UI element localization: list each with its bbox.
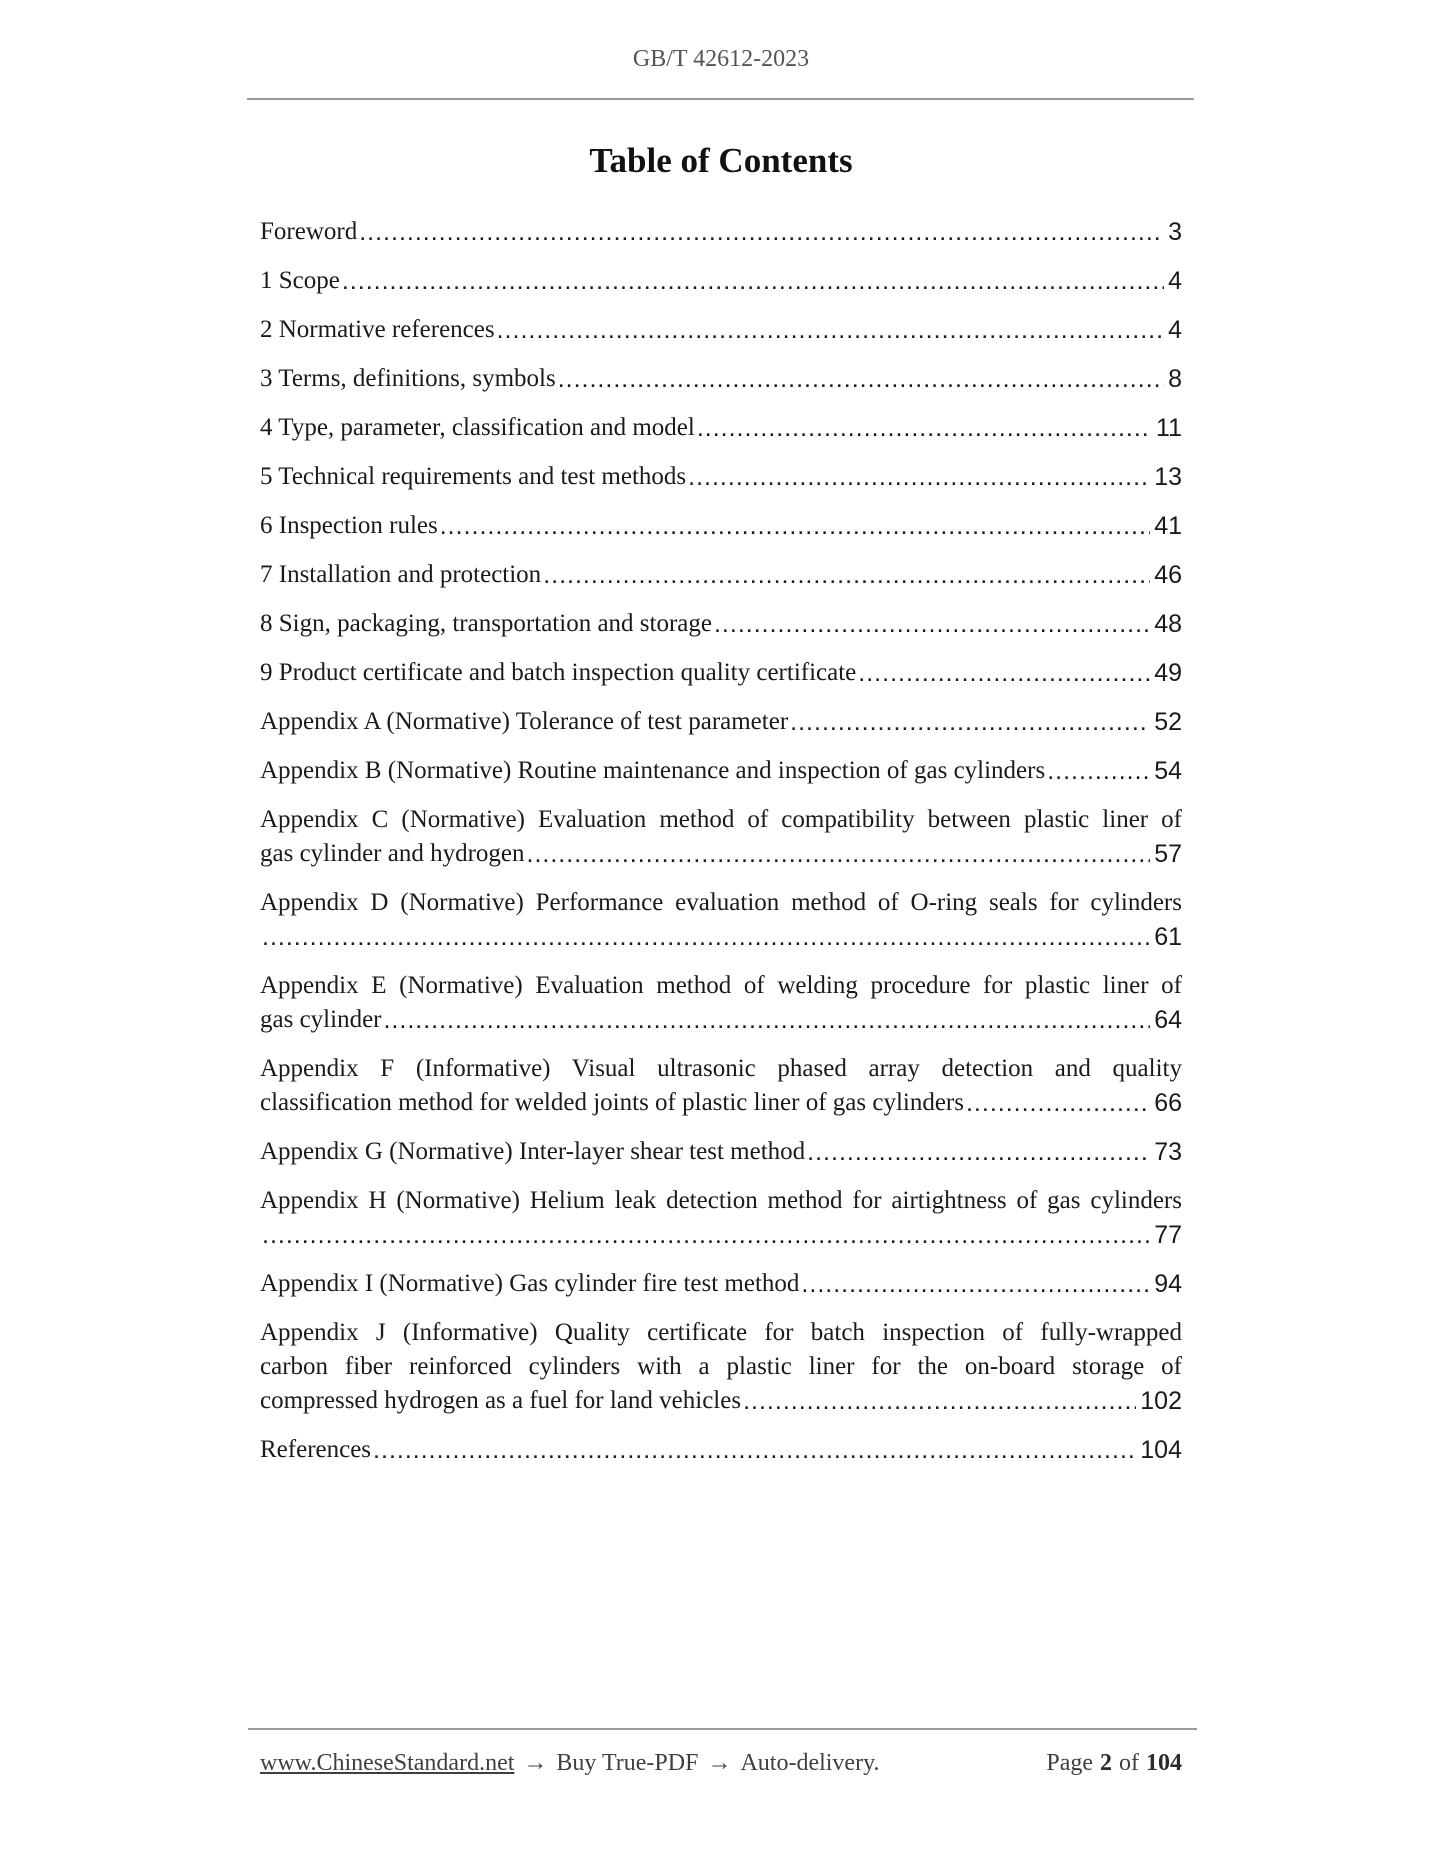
toc-entry — [260, 705, 1182, 740]
toc-entry — [260, 215, 1182, 250]
footer-left — [260, 1747, 880, 1780]
dot-leader — [527, 837, 1151, 872]
dot-leader — [359, 215, 1164, 250]
footer-rule — [248, 1728, 1197, 1730]
toc-page-number: 94 — [1154, 1270, 1182, 1298]
toc-entry-label: Foreword — [260, 218, 358, 245]
dot-leader — [807, 1135, 1150, 1170]
footer-delivery-label: Auto-delivery. — [740, 1750, 880, 1776]
toc-page-number: 4 — [1168, 267, 1182, 295]
toc-entry — [260, 1267, 1182, 1302]
toc-entry-line: Appendix F (Informative) Visual ultrasonic phased array detection and quality — [260, 1055, 1182, 1082]
table-of-contents — [260, 215, 1182, 1468]
dot-leader — [383, 1003, 1150, 1038]
toc-entry-label: gas cylinder and hydrogen — [260, 840, 525, 867]
toc-entry — [260, 1433, 1182, 1468]
toc-page-number: 54 — [1154, 757, 1182, 785]
toc-entry — [260, 362, 1182, 397]
toc-page-number: 3 — [1168, 218, 1182, 246]
toc-entry-label: Appendix G (Normative) Inter-layer shear test method — [260, 1138, 806, 1165]
page-footer — [260, 1747, 1182, 1780]
toc-page-number: 64 — [1154, 1006, 1182, 1034]
toc-entry-label: 9 Product certificate and batch inspection quality certificate — [260, 659, 857, 686]
page-total: 104 — [1146, 1750, 1182, 1776]
toc-entry-label: Appendix B (Normative) Routine maintenance and inspection of gas cylinders — [260, 757, 1046, 784]
page-current: 2 — [1100, 1750, 1112, 1776]
toc-entry — [260, 509, 1182, 544]
toc-page-number: 52 — [1154, 708, 1182, 736]
toc-entry-label: 4 Type, parameter, classification and model — [260, 414, 695, 441]
toc-entry-label: 7 Installation and protection — [260, 561, 542, 588]
toc-entry — [260, 886, 1182, 955]
dot-leader — [497, 313, 1164, 348]
toc-entry-line: carbon fiber reinforced cylinders with a plastic liner for the on-board storage of — [260, 1353, 1182, 1380]
dot-leader — [790, 705, 1150, 740]
toc-entry — [260, 558, 1182, 593]
dot-leader — [373, 1433, 1136, 1468]
dot-leader — [697, 411, 1152, 446]
dot-leader — [688, 460, 1150, 495]
toc-entry — [260, 1316, 1182, 1419]
toc-page-number: 61 — [1154, 923, 1182, 951]
toc-page-number: 11 — [1156, 414, 1182, 442]
toc-entry — [260, 264, 1182, 299]
toc-entry — [260, 460, 1182, 495]
arrow-right-icon: → — [707, 1750, 732, 1776]
toc-entry-label: classification method for welded joints of plastic liner of gas cylinders — [260, 1089, 964, 1116]
toc-entry — [260, 313, 1182, 348]
page-word: Page — [1046, 1750, 1093, 1776]
dot-leader — [543, 558, 1150, 593]
toc-entry — [260, 969, 1182, 1038]
toc-entry-label: Appendix I (Normative) Gas cylinder fire test method — [260, 1270, 800, 1297]
toc-entry — [260, 754, 1182, 789]
toc-entry-label: 5 Technical requirements and test methods — [260, 463, 687, 490]
toc-entry-label: 2 Normative references — [260, 316, 495, 343]
toc-page-number: 57 — [1154, 840, 1182, 868]
toc-page-number: 4 — [1168, 316, 1182, 344]
dot-leader — [743, 1384, 1136, 1419]
page-title: Table of Contents — [589, 141, 853, 180]
toc-page-number: 41 — [1154, 512, 1182, 540]
toc-entry-label: 3 Terms, definitions, symbols — [260, 365, 556, 392]
dot-leader — [801, 1267, 1150, 1302]
dot-leader — [1047, 754, 1150, 789]
toc-page-number: 8 — [1168, 365, 1182, 393]
document-code: GB/T 42612-2023 — [632, 46, 810, 72]
header-rule — [247, 98, 1194, 100]
toc-entry-label: 6 Inspection rules — [260, 512, 438, 539]
toc-entry-line: Appendix J (Informative) Quality certificate for batch inspection of fully-wrapped — [260, 1319, 1182, 1346]
toc-entry — [260, 803, 1182, 872]
dot-leader — [858, 656, 1150, 691]
toc-entry — [260, 1135, 1182, 1170]
toc-page-number: 49 — [1154, 659, 1182, 687]
of-word: of — [1119, 1750, 1139, 1776]
toc-page-number: 66 — [1154, 1089, 1182, 1117]
dot-leader — [262, 1218, 1150, 1253]
toc-page-number: 104 — [1140, 1436, 1182, 1464]
toc-page-number: 77 — [1154, 1221, 1182, 1249]
toc-entry-label: compressed hydrogen as a fuel for land vehicles — [260, 1387, 742, 1414]
dot-leader — [714, 607, 1150, 642]
toc-entry — [260, 1052, 1182, 1121]
toc-entry-label: 8 Sign, packaging, transportation and storage — [260, 610, 712, 637]
dot-leader — [966, 1086, 1150, 1121]
toc-entry — [260, 1184, 1182, 1253]
toc-page-number: 13 — [1154, 463, 1182, 491]
dot-leader — [342, 264, 1164, 299]
toc-entry-label: 1 Scope — [260, 267, 340, 294]
arrow-right-icon: → — [523, 1750, 548, 1776]
dot-leader — [558, 362, 1164, 397]
toc-page-number: 73 — [1154, 1138, 1182, 1166]
dot-leader — [262, 920, 1150, 955]
toc-entry — [260, 411, 1182, 446]
toc-entry-line: Appendix D (Normative) Performance evaluation method of O-ring seals for cylinders — [260, 889, 1182, 916]
toc-page-number: 46 — [1154, 561, 1182, 589]
toc-entry-line: Appendix H (Normative) Helium leak detection method for airtightness of gas cylinders — [260, 1187, 1182, 1214]
toc-entry-label: gas cylinder — [260, 1006, 382, 1033]
footer-buy-label: Buy True-PDF — [556, 1750, 699, 1776]
toc-entry — [260, 656, 1182, 691]
toc-entry-line: Appendix E (Normative) Evaluation method of welding procedure for plastic liner of — [260, 972, 1182, 999]
toc-page-number: 102 — [1140, 1387, 1182, 1415]
toc-entry-label: References — [260, 1436, 372, 1463]
toc-entry-line: Appendix C (Normative) Evaluation method of compatibility between plastic liner of — [260, 806, 1182, 833]
toc-page-number: 48 — [1154, 610, 1182, 638]
toc-entry — [260, 607, 1182, 642]
footer-site-link[interactable]: www.ChineseStandard.net — [260, 1750, 515, 1776]
dot-leader — [440, 509, 1150, 544]
page-indicator — [1046, 1747, 1182, 1780]
toc-entry-label: Appendix A (Normative) Tolerance of test parameter — [260, 708, 789, 735]
